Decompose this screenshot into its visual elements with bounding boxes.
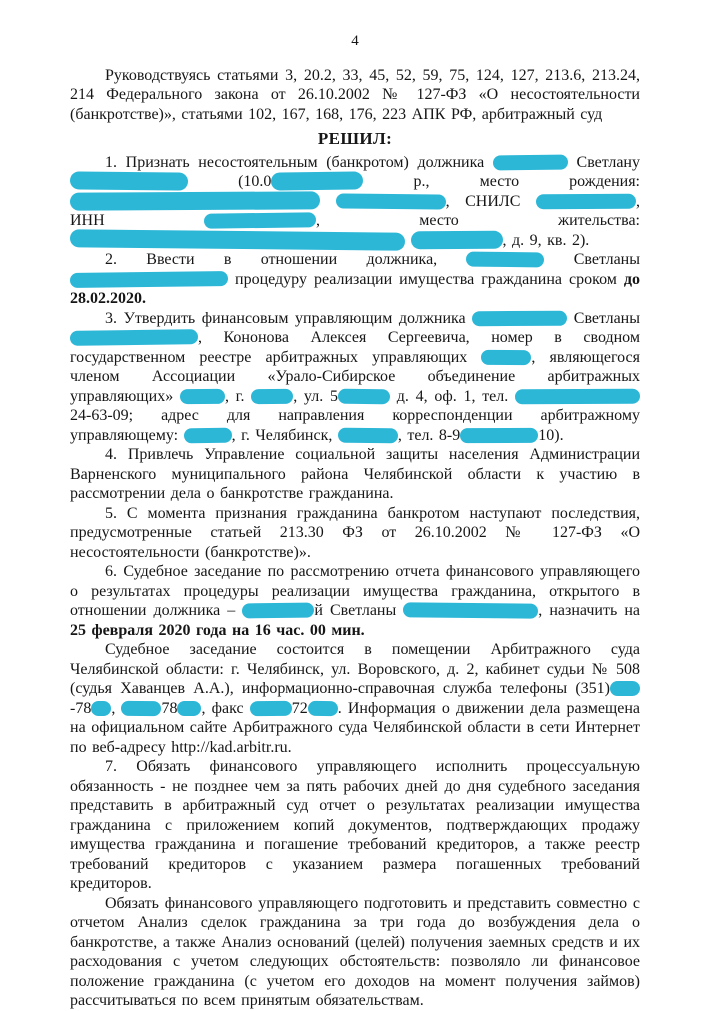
intro-paragraph: [70, 66, 640, 125]
redaction-mark: [410, 230, 502, 248]
redaction-mark: [515, 388, 640, 404]
deadline-date: до 28.02.2020.: [70, 270, 640, 307]
redaction-mark: [70, 171, 188, 190]
redaction-mark: [250, 700, 292, 716]
redaction-mark: [70, 229, 405, 251]
redaction-mark: [338, 388, 390, 404]
redaction-mark: [184, 427, 232, 443]
item-7-paragraph: [70, 757, 640, 894]
redaction-mark: [335, 193, 445, 209]
item-1-text: 1. Признать несостоятельным (банкротом) должника: [105, 153, 493, 171]
redaction-mark: [70, 271, 228, 288]
hearing-location-paragraph: Судебное заседание состоится в помещении Арбитражного суда Челябинской области: г. Челябинск, ул. Воровского, д. 2, кабинет судьи № 508 (судья Хаванцев А.А.), информационно-справочная служба телефоны (351)-78 , 78 , факс 72 . Информация о движении дела размещена на официальном сайте Арбитражного суда Челябинской области в сети Интернет по веб-адресу http://kad.arbitr.ru.: [70, 641, 641, 756]
redaction-mark: [121, 700, 161, 715]
redaction-mark: [536, 193, 636, 209]
analysis-obligation-text: Обязать финансового управляющего подготовить и представить совместно с отчетом Анализ сделок гражданина за три года до возбуждения дела о банкротстве, а также Анализ оснований (целей) получения заемных средств и их расходования с учетом следующих обстоятельств: позволяло ли финансовое положение гражданина (с учетом его доходов на момент получения займов) рассчитываться по всем принятым обязательствам.: [70, 894, 640, 1009]
redaction-mark: [271, 171, 363, 190]
redaction-mark: [466, 252, 544, 268]
redaction-mark: [338, 427, 398, 443]
item-2-text: 2. Ввести в отношении должника,: [105, 251, 467, 268]
redaction-mark: [493, 154, 568, 170]
redaction-mark: [204, 212, 316, 228]
redaction-mark: [460, 427, 538, 442]
hearing-datetime: 25 февраля 2020 года на 16 час. 00 мин.: [70, 621, 365, 639]
item-7-text: 7. Обязать финансового управляющего исполнить процессуальную обязанность - не позднее чем за пять рабочих дней до дня судебного заседания представить в арбитражный суд отчет о результатах реализации имущества гражданина с приложением копий документов, подтверждающих продажу имущества гражданина и погашение требований кредиторов, а также реестр требований кредиторов с указанием размера погашенных требований кредиторов.: [70, 758, 640, 892]
item-6-paragraph: 6. Судебное заседание по рассмотрению отчета финансового управляющего о результатах процедуры реализации имущества гражданина, открытого в отношении должника – й Светланы , назначить на 25 февраля 2020 года на 16 час. 00 мин.: [70, 563, 640, 639]
resolved-heading: РЕШИЛ:: [317, 129, 393, 148]
hearing-location-text: Судебное заседание состоится в помещении Арбитражного суда Челябинской области: г. Челябинск, ул. Воровского, д. 2, кабинет судьи № 508 (судья Хаванцев А.А.), информационно-справочная служба телефоны (351): [70, 641, 640, 697]
analysis-obligation-paragraph: [70, 894, 640, 1011]
redaction-mark: [91, 700, 111, 715]
redaction-mark: [610, 681, 640, 696]
item-2-paragraph: 2. Ввести в отношении должника, Светланы процедуру реализации имущества гражданина сроком до 28.02.2020.: [70, 251, 640, 307]
redaction-mark: [251, 388, 293, 404]
item-5-text: 5. С момента признания гражданина банкротом наступают последствия, предусмотренные статьей 213.30 ФЗ от 26.10.2002 № 127-ФЗ «О несостоятельности (банкротстве)».: [70, 504, 640, 561]
page-number: 4: [351, 33, 359, 49]
item-3-paragraph: 3. Утвердить финансовым управляющим должника Светланы , Кононова Алексея Сергеевича, номер в сводном государственном реестре арбитражных управляющих , являющегося членом Ассоциации «Урало-Сибирское объединение арбитражных управляющих» , г. , ул. 5 д. 4, оф. 1, тел. 24-63-09; адрес для направления корреспонденции арбитражному управляющему: , г. Челябинск, , тел. 8-9 10).: [70, 309, 640, 444]
redaction-mark: [177, 700, 201, 715]
redaction-mark: [403, 602, 538, 618]
redaction-mark: [308, 700, 338, 715]
redaction-mark: [481, 349, 531, 365]
item-3-text: 3. Утвердить финансовым управляющим должника: [105, 309, 473, 327]
item-5-paragraph: [70, 504, 640, 563]
redaction-mark: [472, 310, 567, 325]
item-1-paragraph: 1. Признать несостоятельным (банкротом) должника Светлану (10.0 р., место рождения: , СНИЛС , ИНН , место жительства: , д. 9, кв. 2).: [70, 153, 641, 249]
redaction-mark: [180, 388, 225, 403]
item-4-text: 4. Привлечь Управление социальной защиты населения Администрации Варненского муниципального района Челябинской области к участию в рассмотрении дела о банкротстве гражданина.: [70, 446, 640, 502]
item-6-text: 6. Судебное заседание по рассмотрению отчета финансового управляющего о результатах процедуры реализации имущества гражданина, открытого в отношении должника –: [70, 563, 640, 619]
intro-text: Руководствуясь статьями 3, 20.2, 33, 45, 52, 59, 75, 124, 127, 213.6, 213.24, 214 Федерального закона от 26.10.2002 № 127-ФЗ «О несостоятельности (банкротстве)», статьями 102, 167, 168, 176, 223 АПК РФ, арбитражный суд: [70, 66, 640, 123]
item-4-paragraph: [70, 445, 640, 504]
redaction-mark: [242, 603, 314, 619]
redaction-mark: [70, 329, 198, 346]
redaction-mark: [70, 191, 320, 210]
